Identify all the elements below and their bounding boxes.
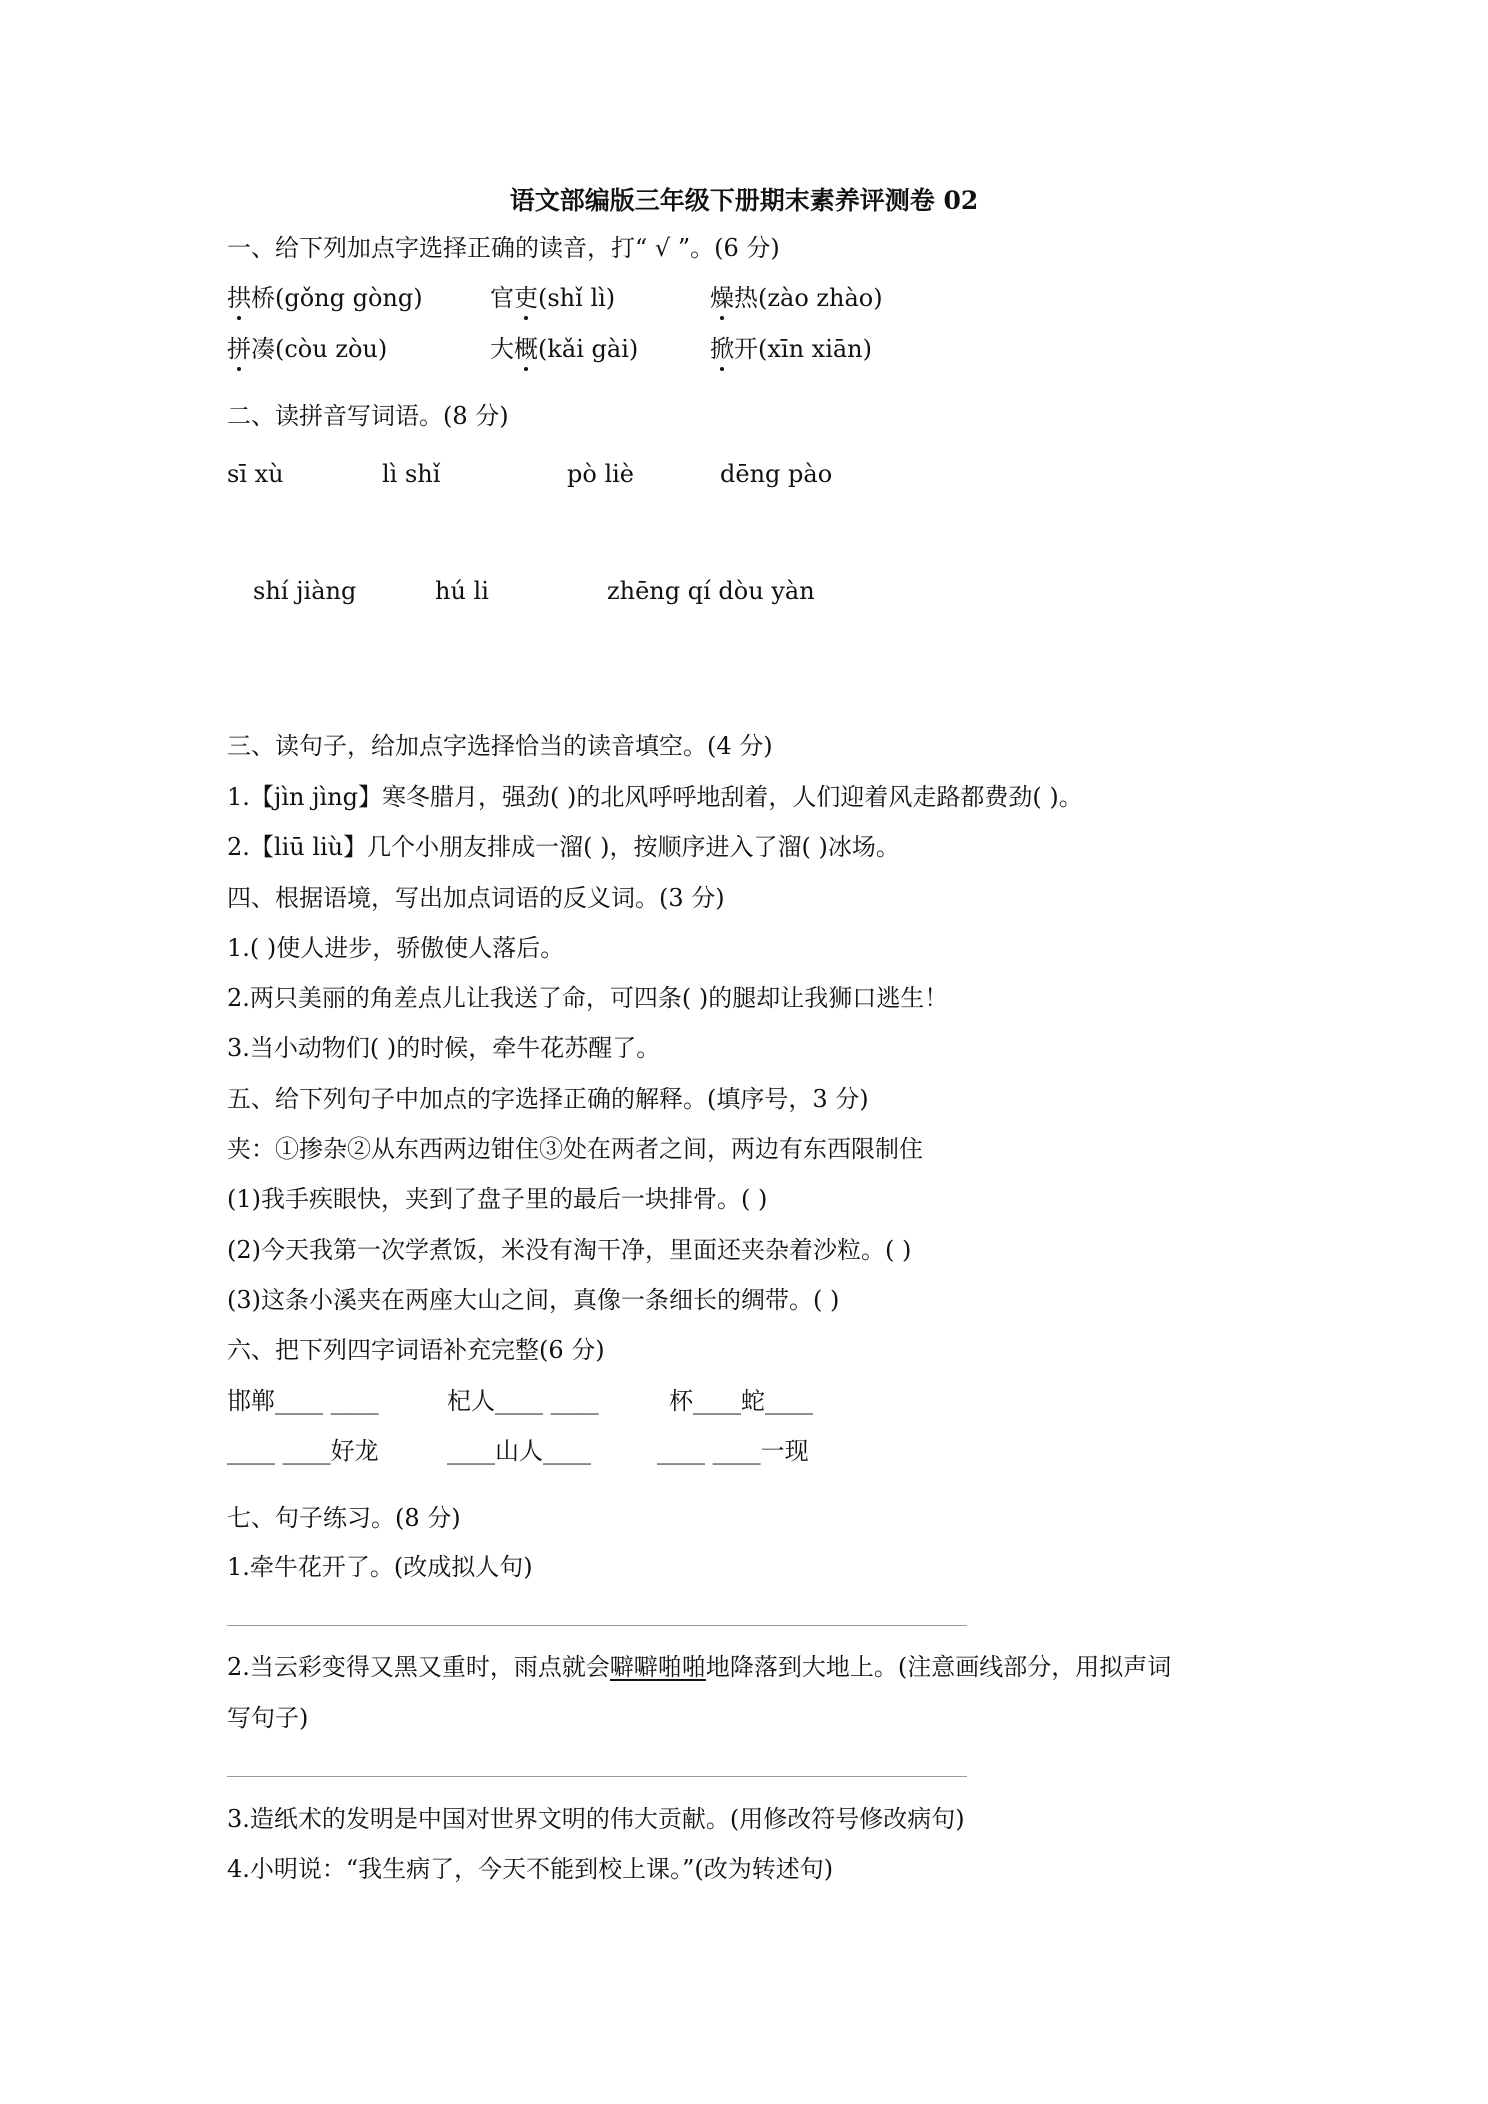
idiom-blank: 杞人____ ____ (447, 1387, 599, 1415)
q1-item-5: 大概(kǎi gài) (490, 335, 639, 363)
page-title: 语文部编版三年级下册期末素养评测卷 02 (509, 186, 979, 215)
pinyin-item: shí jiàng (253, 577, 357, 605)
pinyin-item: sī xù (227, 460, 284, 488)
idiom-blank: ____ ____好龙 (227, 1437, 379, 1465)
q7-heading: 七、句子练习。(8 分) (227, 1504, 461, 1532)
dotted-char: 掀 (710, 335, 734, 363)
q5-definition: 夹：①掺杂②从东西两边钳住③处在两者之间，两边有东西限制住 (227, 1135, 923, 1163)
pinyin-item: lì shǐ (382, 460, 441, 488)
idiom-blank: 邯郸____ ____ (227, 1387, 379, 1415)
pinyin-item: pò liè (567, 460, 634, 488)
q1-item-6: 掀开(xīn xiān) (710, 335, 872, 363)
q2-heading: 二、读拼音写词语。(8 分) (227, 402, 509, 430)
q1-item-1: 拱桥(gǒng gòng) (227, 284, 423, 312)
answer-line (227, 1776, 967, 1777)
pinyin-item: hú li (435, 577, 489, 605)
idiom-blank: ____ ____一现 (657, 1437, 809, 1465)
q5-sentence-3: (3)这条小溪夹在两座大山之间，真像一条细长的绸带。( ) (227, 1286, 840, 1314)
q3-sentence-1: 1.【jìn jìng】寒冬腊月，强劲( )的北风呼呼地刮着，人们迎着风走路都费劲( )。 (227, 783, 1083, 811)
q7-sentence-2: 2.当云彩变得又黑又重时，雨点就会噼噼啪啪地降落到大地上。(注意画线部分，用拟声词 (227, 1653, 1172, 1681)
idiom-blank: 杯____蛇____ (669, 1387, 813, 1415)
underlined-onomatopoeia: 噼噼啪啪 (609, 1653, 706, 1681)
dotted-char: 概 (514, 335, 538, 363)
q1-heading: 一、给下列加点字选择正确的读音，打“ √ ”。(6 分) (227, 234, 780, 262)
pinyin-item: dēng pào (720, 460, 833, 488)
dotted-char: 燥 (710, 284, 734, 312)
pinyin-item: zhēng qí dòu yàn (607, 577, 815, 605)
q4-heading: 四、根据语境，写出加点词语的反义词。(3 分) (227, 884, 725, 912)
q5-sentence-1: (1)我手疾眼快，夹到了盘子里的最后一块排骨。( ) (227, 1185, 768, 1213)
q4-sentence-1: 1.( )使人进步，骄傲使人落后。 (227, 934, 565, 962)
q5-heading: 五、给下列句子中加点的字选择正确的解释。(填序号，3 分) (227, 1085, 869, 1113)
q7-sentence-3: 3.造纸术的发明是中国对世界文明的伟大贡献。(用修改符号修改病句) (227, 1805, 965, 1833)
q1-item-4: 拼凑(còu zòu) (227, 335, 388, 363)
q7-sentence-4: 4.小明说：“我生病了，今天不能到校上课。”(改为转述句) (227, 1855, 834, 1883)
q3-sentence-2: 2.【liū liù】几个小朋友排成一溜( )，按顺序进入了溜( )冰场。 (227, 833, 900, 861)
answer-line (227, 1625, 967, 1626)
q1-item-3: 燥热(zào zhào) (710, 284, 883, 312)
q7-sentence-2-cont: 写句子) (227, 1704, 309, 1732)
dotted-char: 拼 (227, 335, 251, 363)
q7-sentence-1: 1.牵牛花开了。(改成拟人句) (227, 1553, 533, 1581)
q4-sentence-3: 3.当小动物们( )的时候，牵牛花苏醒了。 (227, 1034, 661, 1062)
q1-item-2: 官吏(shǐ lì) (490, 284, 616, 312)
idiom-blank: ____山人____ (447, 1437, 591, 1465)
dotted-char: 拱 (227, 284, 251, 312)
q4-sentence-2: 2.两只美丽的角差点儿让我送了命，可四条( )的腿却让我狮口逃生！ (227, 984, 949, 1012)
q6-heading: 六、把下列四字词语补充完整(6 分) (227, 1336, 605, 1364)
q5-sentence-2: (2)今天我第一次学煮饭，米没有淘干净，里面还夹杂着沙粒。( ) (227, 1236, 912, 1264)
q3-heading: 三、读句子，给加点字选择恰当的读音填空。(4 分) (227, 732, 773, 760)
dotted-char: 吏 (514, 284, 538, 312)
